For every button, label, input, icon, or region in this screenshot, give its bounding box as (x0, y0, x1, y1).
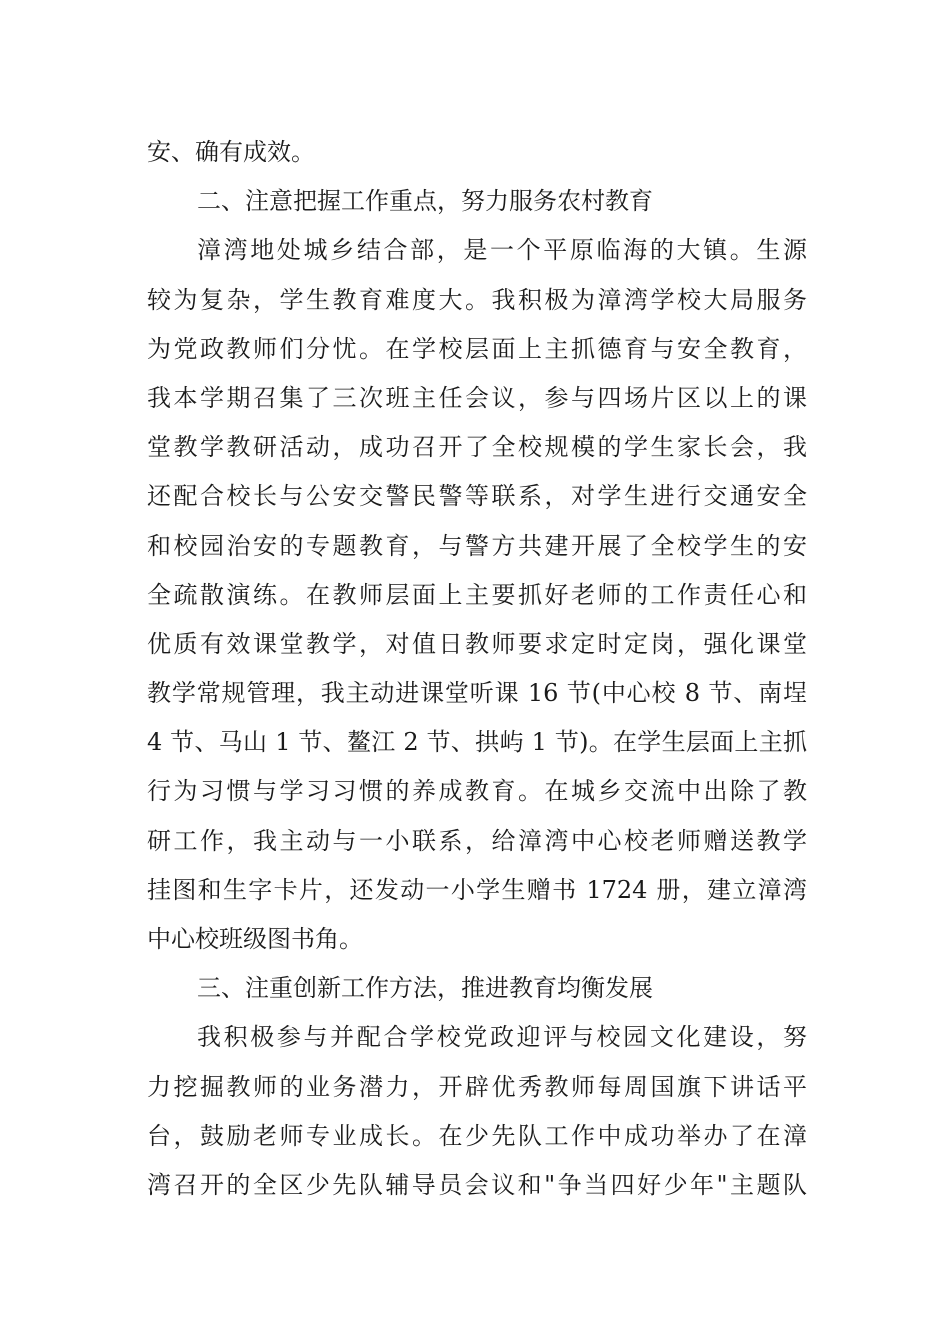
text-line: 安、确有成效。 (147, 138, 315, 166)
section-heading: 二、注意把握工作重点，努力服务农村教育 (197, 187, 653, 216)
text-line: 力挖掘教师的业务潜力，开辟优秀教师每周国旗下讲话平 (147, 1072, 807, 1101)
text-line: 我本学期召集了三次班主任会议，参与四场片区以上的课 (147, 383, 807, 412)
text-line: 中心校班级图书角。 (147, 925, 363, 953)
text-line: 我积极参与并配合学校党政迎评与校园文化建设，努 (197, 1023, 807, 1052)
text-line: 研工作，我主动与一小联系，给漳湾中心校老师赠送教学 (147, 826, 807, 855)
text-line: 优质有效课堂教学，对值日教师要求定时定岗，强化课堂 (147, 629, 807, 658)
text-line: 挂图和生字卡片，还发动一小学生赠书 1724 册，建立漳湾 (147, 875, 807, 904)
section-heading: 三、注重创新工作方法，推进教育均衡发展 (197, 974, 653, 1003)
text-line: 为党政教师们分忧。在学校层面上主抓德育与安全教育， (147, 334, 807, 363)
text-line: 全疏散演练。在教师层面上主要抓好老师的工作责任心和 (147, 580, 807, 609)
text-line: 台，鼓励老师专业成长。在少先队工作中成功举办了在漳 (147, 1121, 807, 1150)
text-line: 漳湾地处城乡结合部，是一个平原临海的大镇。生源 (197, 236, 807, 265)
text-line: 堂教学教研活动，成功召开了全校规模的学生家长会，我 (147, 433, 807, 462)
text-line: 还配合校长与公安交警民警等联系，对学生进行交通安全 (147, 482, 807, 511)
text-line: 教学常规管理，我主动进课堂听课 16 节(中心校 8 节、南埕 (147, 679, 807, 708)
text-line: 行为习惯与学习习惯的养成教育。在城乡交流中出除了教 (147, 777, 807, 806)
text-line: 较为复杂，学生教育难度大。我积极为漳湾学校大局服务 (147, 285, 807, 314)
text-line: 湾召开的全区少先队辅导员会议和"争当四好少年"主题队 (147, 1170, 807, 1199)
text-line: 4 节、马山 1 节、鳌江 2 节、拱屿 1 节)。在学生层面上主抓 (147, 728, 807, 757)
text-line: 和校园治安的专题教育，与警方共建开展了全校学生的安 (147, 531, 807, 560)
body-text (147, 128, 807, 1210)
